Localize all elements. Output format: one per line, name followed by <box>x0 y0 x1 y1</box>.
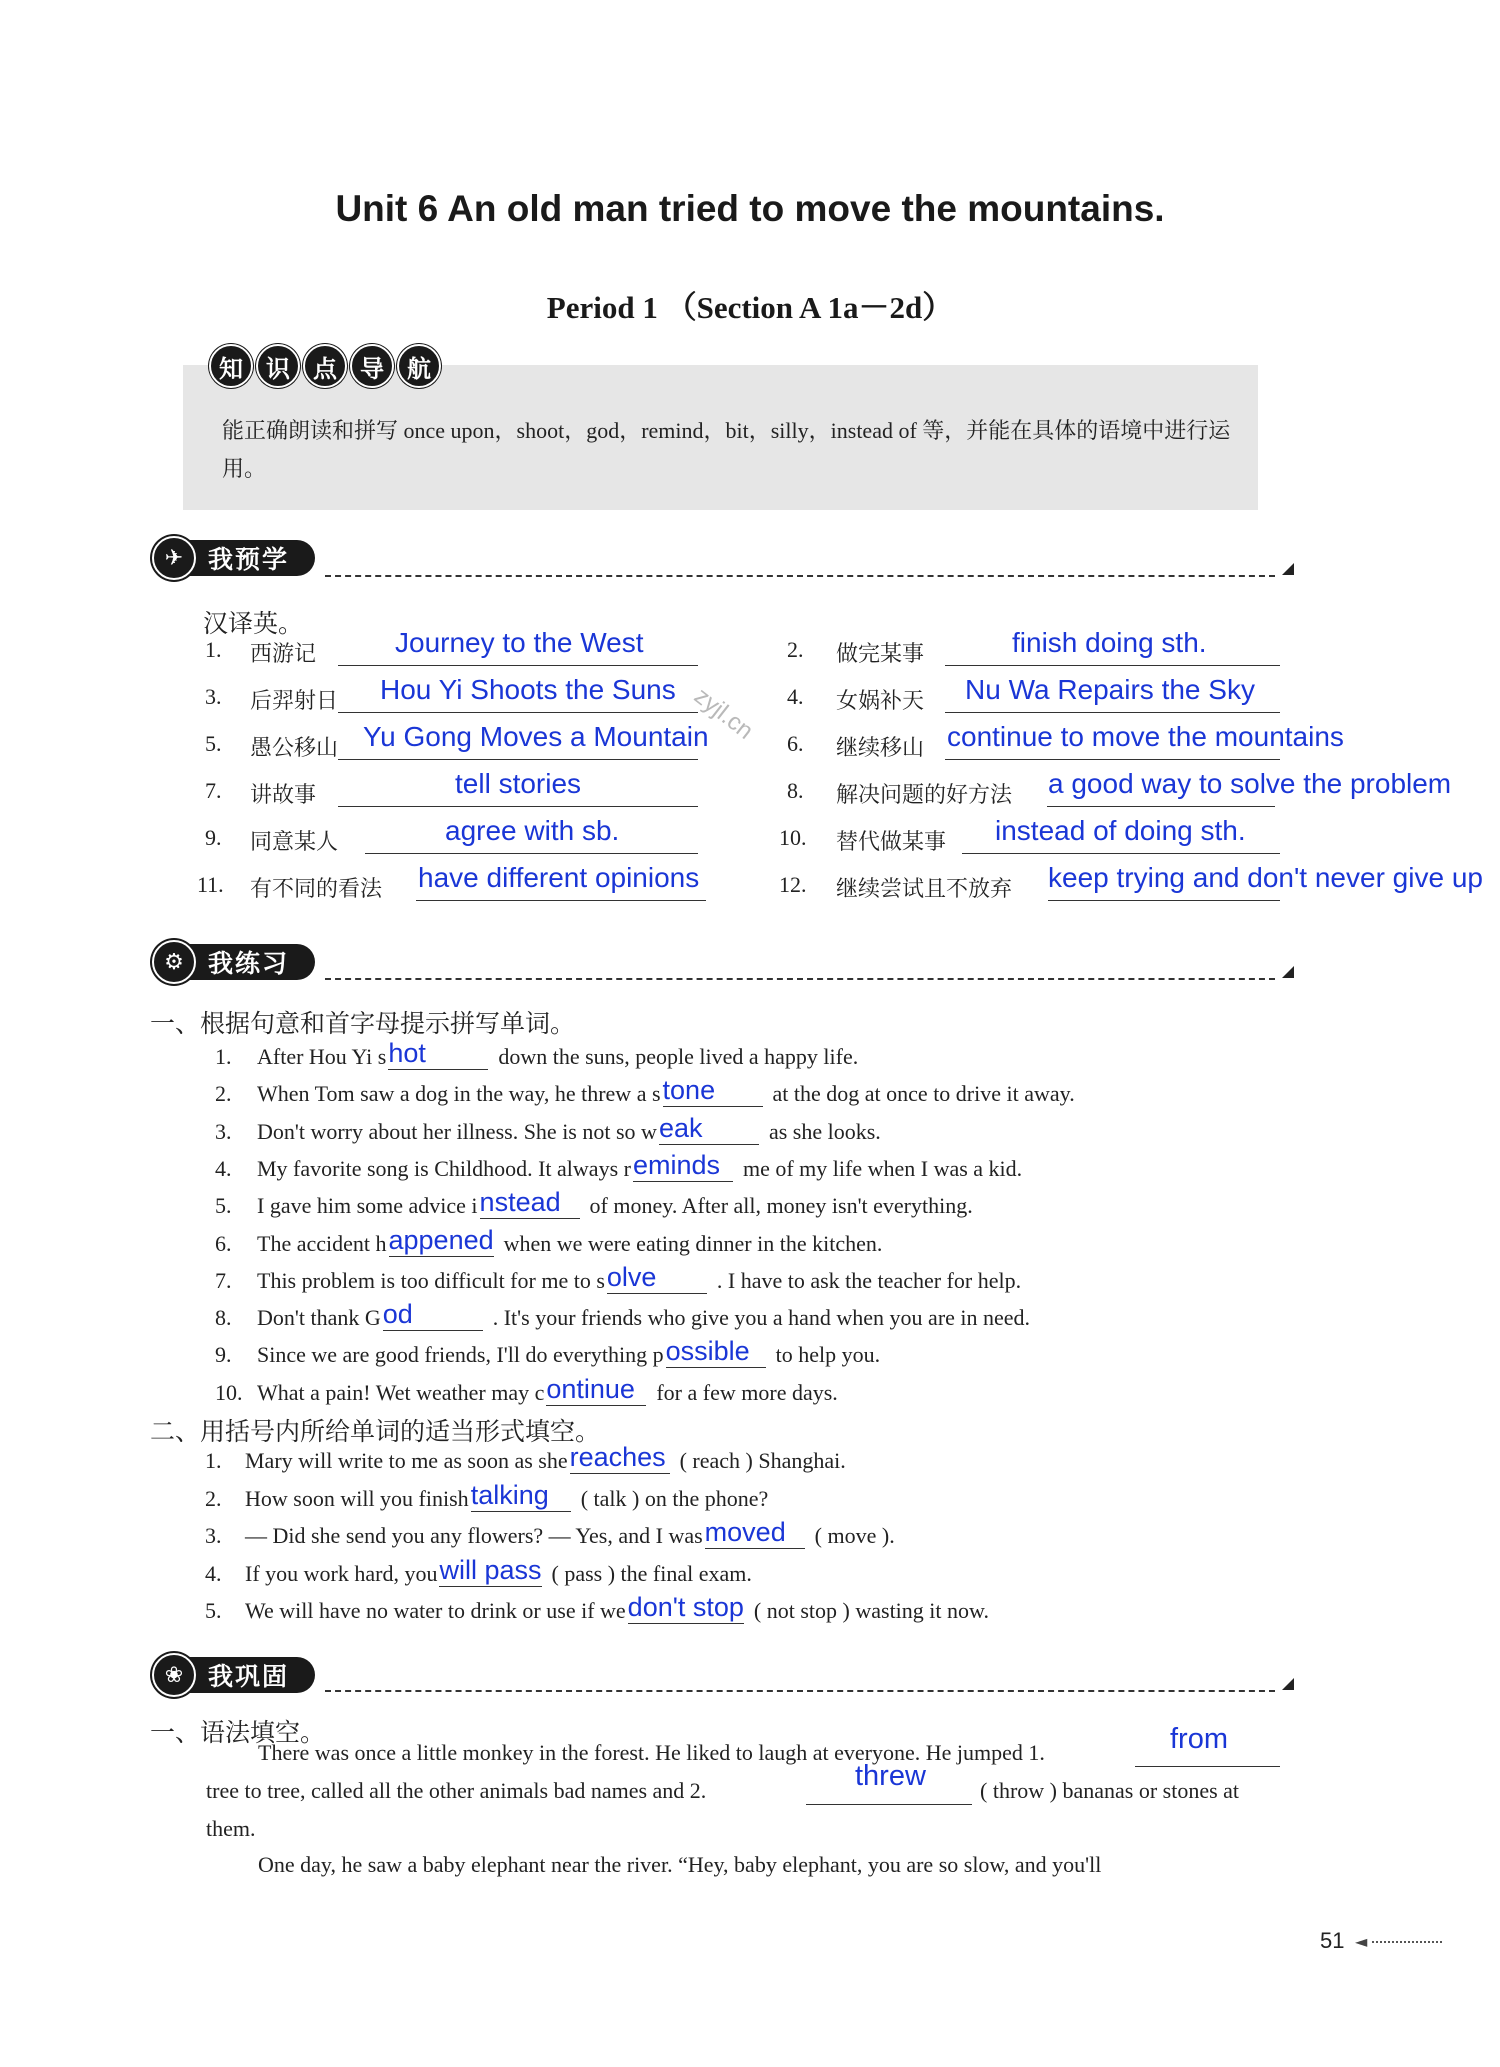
section-divider <box>325 575 1275 577</box>
preview-item-answer: finish doing sth. <box>1012 627 1207 658</box>
passage-line-4: One day, he saw a baby elephant near the river. “Hey, baby elephant, you are so slow, and you'll <box>258 1852 1102 1877</box>
preview-item-number: 12. <box>779 872 807 897</box>
exercise-text: ( pass ) the final exam. <box>551 1560 752 1586</box>
exercise-text: Mary will write to me as soon as she <box>245 1448 568 1473</box>
answer-blank <box>471 1480 571 1512</box>
exercise-text: This problem is too difficult for me to s <box>257 1267 605 1293</box>
exercise-answer: hot <box>388 1038 426 1068</box>
exercise-row <box>205 1554 752 1589</box>
answer-blank <box>1048 900 1280 901</box>
exercise-row <box>215 1040 858 1072</box>
exercise-text: If you work hard, you <box>245 1560 438 1586</box>
exercise-answer: will pass <box>439 1554 542 1585</box>
corner-mark <box>1282 966 1294 978</box>
knowledge-char: 点 <box>303 344 347 388</box>
period-subtitle: Period 1 （Section A 1a－2d） <box>546 290 954 325</box>
answer-blank <box>666 1336 766 1368</box>
exercise-row <box>205 1594 989 1626</box>
preview-item-chinese: 解决问题的好方法 <box>836 782 1013 807</box>
exercise-row <box>215 1373 838 1408</box>
exercise-number: 1. <box>215 1044 232 1069</box>
preview-item-chinese: 愚公移山 <box>250 735 339 760</box>
exercise-number: 5. <box>205 1598 222 1623</box>
practice-part1-heading: 一、根据句意和首字母提示拼写单词。 <box>150 1009 576 1038</box>
answer-blank <box>962 853 1280 854</box>
exercise-text: ( reach ) Shanghai. <box>679 1448 846 1473</box>
preview-item-answer: Yu Gong Moves a Mountain <box>363 721 709 752</box>
answer-1: from <box>1170 1723 1228 1755</box>
preview-item-answer: Nu Wa Repairs the Sky <box>965 674 1255 705</box>
exercise-text: ( not stop ) wasting it now. <box>753 1598 989 1623</box>
answer-blank <box>338 806 698 807</box>
exercise-row <box>215 1338 880 1370</box>
knowledge-text: 能正确朗读和拼写 once upon，shoot，god，remind，bit，silly，instead of 等，并能在具体的语境中进行运用。 <box>222 418 1231 481</box>
preview-item-chinese: 同意某人 <box>250 829 339 854</box>
exercise-row <box>205 1444 846 1476</box>
arrow-left-icon: ◄ <box>1355 1932 1368 1951</box>
exercise-text: Don't worry about her illness. She is not so w <box>257 1118 657 1144</box>
exercise-text: at the dog at once to drive it away. <box>772 1081 1075 1107</box>
exercise-answer: tone <box>662 1075 716 1106</box>
passage-line-2b: ( throw ) bananas or stones at <box>980 1778 1240 1803</box>
preview-item-number: 11. <box>197 872 224 897</box>
exercise-number: 7. <box>215 1267 232 1293</box>
exercise-text: me of my life when I was a kid. <box>742 1155 1023 1181</box>
exercise-number: 2. <box>205 1485 222 1511</box>
exercise-answer: talking <box>470 1479 549 1510</box>
exercise-answer: eak <box>658 1112 703 1143</box>
page-number-trail <box>1372 1941 1442 1943</box>
preview-item-number: 5. <box>205 731 222 756</box>
answer-blank <box>659 1113 759 1145</box>
knowledge-char: 识 <box>256 344 300 388</box>
exercise-text: — Did she send you any flowers? — Yes, and I was <box>245 1523 703 1548</box>
exercise-number: 4. <box>215 1155 232 1181</box>
exercise-text: ( move ). <box>814 1523 895 1548</box>
exercise-text: . It's your friends who give you a hand when you are in need. <box>492 1305 1031 1331</box>
exercise-row <box>215 1261 1022 1296</box>
flower-icon: ❀ <box>152 1653 196 1697</box>
preview-item-answer: a good way to solve the problem <box>1048 768 1452 799</box>
preview-item-answer: keep trying and don't never give up <box>1048 862 1483 893</box>
preview-item-number: 1. <box>205 637 222 662</box>
exercise-row <box>215 1189 973 1221</box>
passage-line-3: them. <box>206 1816 256 1841</box>
bicycle-icon: ⚙ <box>152 940 196 984</box>
answer-blank <box>439 1555 541 1587</box>
answer-blank <box>945 712 1280 713</box>
answer-blank <box>546 1374 646 1406</box>
preview-item-number: 8. <box>787 778 804 803</box>
preview-item-answer: Hou Yi Shoots the Suns <box>380 674 676 705</box>
exercise-row <box>205 1479 769 1514</box>
watermark: zyjl.cn <box>689 682 759 745</box>
answer-blank <box>945 759 1280 760</box>
answer-blank <box>705 1517 805 1549</box>
exercise-row <box>215 1077 1075 1109</box>
exercise-answer: od <box>382 1299 413 1330</box>
consolidate-badge <box>152 1655 315 1695</box>
exercise-text: for a few more days. <box>656 1379 838 1405</box>
exercise-text: How soon will you finish <box>245 1485 469 1511</box>
exercise-row <box>215 1149 1023 1184</box>
preview-badge <box>152 538 315 578</box>
preview-item-chinese: 做完某事 <box>836 641 925 666</box>
exercise-text: I gave him some advice i <box>257 1193 478 1219</box>
page-number: 51 <box>1320 1928 1345 1953</box>
exercise-answer: appened <box>388 1224 494 1255</box>
answer-2: threw <box>855 1760 926 1792</box>
exercise-number: 2. <box>215 1081 232 1107</box>
preview-item-number: 7. <box>205 778 222 803</box>
exercise-text: Since we are good friends, I'll do everything p <box>257 1342 664 1368</box>
preview-item-number: 9. <box>205 825 222 850</box>
preview-item-number: 10. <box>779 825 807 850</box>
exercise-answer: don't stop <box>627 1592 744 1622</box>
section-divider <box>325 978 1275 980</box>
exercise-text: ( talk ) on the phone? <box>580 1485 769 1511</box>
exercise-row <box>205 1519 895 1551</box>
answer-blank <box>1135 1766 1280 1767</box>
exercise-text: to help you. <box>775 1342 881 1368</box>
exercise-answer: nstead <box>479 1187 561 1218</box>
practice-badge <box>152 942 315 982</box>
preview-item-answer: agree with sb. <box>445 815 620 846</box>
answer-blank <box>1047 806 1275 807</box>
exercise-answer: eminds <box>632 1149 721 1180</box>
exercise-text: We will have no water to drink or use if we <box>245 1598 626 1623</box>
knowledge-char: 导 <box>350 344 394 388</box>
exercise-text: The accident h <box>257 1230 387 1256</box>
answer-blank <box>628 1592 744 1624</box>
answer-blank <box>663 1075 763 1107</box>
preview-item-chinese: 女娲补天 <box>836 688 925 713</box>
practice-part2-heading: 二、用括号内所给单词的适当形式填空。 <box>150 1417 601 1446</box>
preview-item-chinese: 继续移山 <box>836 735 925 760</box>
passage-line-1: There was once a little monkey in the forest. He liked to laugh at everyone. He jumped 1. <box>258 1740 1045 1765</box>
exercise-number: 4. <box>205 1560 222 1586</box>
answer-blank <box>806 1804 972 1805</box>
section-divider <box>325 1690 1275 1692</box>
preview-item-chinese: 有不同的看法 <box>250 876 383 901</box>
airplane-icon: ✈ <box>152 536 196 580</box>
corner-mark <box>1282 1678 1294 1690</box>
preview-item-answer: instead of doing sth. <box>995 815 1246 846</box>
exercise-answer: moved <box>704 1517 786 1547</box>
exercise-text: when we were eating dinner in the kitchen. <box>503 1230 883 1256</box>
consolidate-heading: 一、语法填空。 <box>150 1718 326 1747</box>
preview-item-number: 4. <box>787 684 804 709</box>
preview-item-answer: continue to move the mountains <box>947 721 1344 752</box>
answer-blank <box>945 665 1280 666</box>
exercise-answer: olve <box>606 1261 657 1292</box>
exercise-number: 6. <box>215 1230 232 1256</box>
exercise-number: 8. <box>215 1305 232 1331</box>
passage-line-2: tree to tree, called all the other animals bad names and 2. <box>206 1778 707 1803</box>
preview-item-chinese: 西游记 <box>250 641 317 666</box>
exercise-row <box>215 1112 881 1147</box>
exercise-text: After Hou Yi s <box>257 1044 387 1069</box>
answer-blank <box>570 1442 670 1474</box>
preview-item-chinese: 讲故事 <box>250 782 317 807</box>
answer-blank <box>480 1187 580 1219</box>
answer-blank <box>388 1038 488 1070</box>
exercise-text: as she looks. <box>768 1118 881 1144</box>
exercise-number: 10. <box>215 1379 243 1405</box>
preview-item-number: 2. <box>787 637 804 662</box>
knowledge-badge <box>209 344 444 388</box>
answer-blank <box>633 1150 733 1182</box>
exercise-text: Don't thank G <box>257 1305 381 1331</box>
preview-item-answer: Journey to the West <box>395 627 644 658</box>
corner-mark <box>1282 563 1294 575</box>
practice-badge-label: 我练习 <box>190 944 315 980</box>
exercise-row <box>215 1224 883 1259</box>
answer-blank <box>389 1225 494 1257</box>
exercise-answer: ontinue <box>546 1373 635 1404</box>
knowledge-char: 航 <box>397 344 441 388</box>
exercise-number: 3. <box>205 1523 222 1548</box>
answer-blank <box>338 712 698 713</box>
exercise-text: down the suns, people lived a happy life. <box>498 1044 859 1069</box>
exercise-text: . I have to ask the teacher for help. <box>716 1267 1022 1293</box>
exercise-answer: reaches <box>569 1442 666 1472</box>
exercise-number: 1. <box>205 1448 222 1473</box>
exercise-text: When Tom saw a dog in the way, he threw a s <box>257 1081 661 1107</box>
answer-blank <box>416 900 706 901</box>
preview-instruction: 汉译英。 <box>203 609 304 638</box>
answer-blank <box>607 1262 707 1294</box>
exercise-text: What a pain! Wet weather may c <box>257 1379 545 1405</box>
exercise-row <box>215 1301 1030 1333</box>
exercise-answer: ossible <box>665 1336 750 1367</box>
preview-item-chinese: 后羿射日 <box>250 688 339 713</box>
answer-blank <box>365 853 698 854</box>
exercise-number: 5. <box>215 1193 232 1219</box>
exercise-text: of money. After all, money isn't everything. <box>589 1193 973 1219</box>
consolidate-badge-label: 我巩固 <box>190 1657 315 1693</box>
answer-blank <box>338 759 698 760</box>
preview-item-number: 3. <box>205 684 222 709</box>
preview-item-chinese: 替代做某事 <box>836 829 947 854</box>
exercise-number: 9. <box>215 1342 232 1368</box>
answer-blank <box>338 665 698 666</box>
knowledge-char: 知 <box>209 344 253 388</box>
answer-blank <box>383 1299 483 1331</box>
preview-item-answer: tell stories <box>455 768 582 799</box>
exercise-number: 3. <box>215 1118 232 1144</box>
preview-badge-label: 我预学 <box>190 540 315 576</box>
page-title: Unit 6 An old man tried to move the mountains. <box>335 188 1165 229</box>
preview-item-answer: have different opinions <box>418 862 700 893</box>
preview-item-number: 6. <box>787 731 804 756</box>
exercise-text: My favorite song is Childhood. It always r <box>257 1155 631 1181</box>
preview-item-chinese: 继续尝试且不放弃 <box>836 876 1013 901</box>
